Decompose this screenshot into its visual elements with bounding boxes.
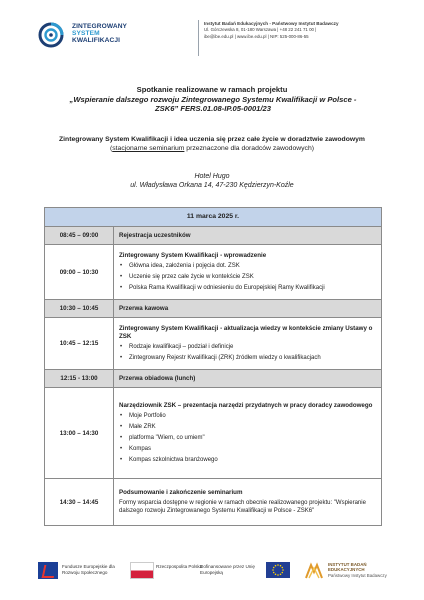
agenda-title: Zintegrowany System Kwalifikacji - wprowadzenie [119,251,267,259]
institution-info [204,21,404,40]
agenda-bullet: • platforma "Wiem, co umiem" [119,435,376,442]
venue-address: ul. Władysława Orkana 14, 47-230 Kędzierzyn-Koźle [130,182,294,189]
agenda-bullet: • Rodzaje kwalifikacji – podział i definicje [119,344,376,351]
logo-line-1: ZINTEGROWANY [72,23,128,30]
title-line-1: Spotkanie realizowane w ramach projektu [136,85,288,94]
seminar-topic: Zintegrowany System Kwalifikacji i idea uczenia się przez całe życie w doradztwie zawodowym [59,136,365,143]
agenda-title: Podsumowanie i zakończenie seminarium [119,488,243,496]
agenda-time: 12:15 - 13:00 [45,370,114,387]
agenda-row-lunch [45,370,381,388]
rp-text: Rzeczpospolita Polska [156,564,203,569]
agenda-bullet: • Polska Rama Kwalifikacji w odniesieniu do Europejskiej Ramy Kwalifikacji [119,285,376,292]
header-divider [198,20,199,56]
agenda-time: 10:30 – 10:45 [45,300,114,317]
agenda-time: 14:30 – 14:45 [45,479,114,525]
agenda-bullet: • Główna idea, założenia i pojęcia dot. ZSK [119,263,376,270]
ibe-subtext: Państwowy Instytut Badawczy [328,572,387,578]
seminar-type-underlined: stacjonarne seminarium [112,145,185,152]
agenda-row-update [45,318,381,370]
agenda-bullet: • Małe ZRK [119,424,376,431]
seminar-type-rest: przeznaczone dla doradców zawodowych) [184,145,314,152]
agenda-bullet: • Zintegrowany Rejestr Kwalifikacji (ZRK) źródłem wiedzy o kwalifikacjach [119,355,376,362]
agenda-row-summary [45,479,381,525]
eu-flag-icon [266,562,290,578]
agenda-row-registration [45,227,381,245]
logo-line-3: KWALIFIKACJI [72,37,121,45]
institution-contacts: ibe@ibe.edu.pl | www.ibe.edu.pl | NIP: 525-000-86-55 [204,33,309,39]
agenda-title: Zintegrowany System Kwalifikacji - aktualizacja wiedzy w kontekście zmiany Ustawy o ZSK [119,324,373,340]
agenda-bullet: • Kompas [119,446,376,453]
agenda-bullet: • Kompas szkolnictwa branżowego [119,457,376,464]
agenda-bullet: • Moje Portfolio [119,413,376,420]
poland-flag-icon [130,562,154,579]
agenda-row-intro [45,245,381,300]
agenda-date: 11 marca 2025 r. [45,208,381,227]
agenda-title: Przerwa kawowa [119,304,169,312]
fe-flag-icon [38,562,58,579]
agenda-time: 09:00 – 10:30 [45,245,114,299]
venue-name: Hotel Hugo [194,173,230,180]
ibe-text: INSTYTUT BADAŃ EDUKACYJNYCH [328,562,367,573]
agenda-row-coffee-break [45,300,381,318]
zsk-emblem-icon [38,22,68,48]
agenda-title: Przerwa obiadowa (lunch) [119,374,196,382]
agenda-table [44,207,382,526]
agenda-title: Narzędziownik ZSK – prezentacja narzędzi przydatnych w pracy doradcy zawodowego [119,401,373,409]
title-line-2: „Wspieranie dalszego rozwoju Zintegrowanego Systemu Kwalifikacji w Polsce - ZSK6” FERS.01.08-IP.05-0001/23 [69,95,357,113]
zsk-logo [38,22,148,52]
seminar-type [0,145,424,152]
logo-line-2: SYSTEM [72,30,100,38]
agenda-paragraph: Formy wsparcia dostępne w regionie w ramach obecnie realizowanego projektu: "Wspieranie dalszego rozwoju Zintegrowanego Systemu Kwalifikacji w Polsce - ZSK6" [119,500,366,514]
agenda-bullet: • Uczenie się przez całe życie w kontekście ZSK [119,274,376,281]
agenda-title: Rejestracja uczestników [119,231,191,239]
agenda-row-toolkit [45,388,381,479]
eu-text: Dofinansowane przez Unię Europejską [200,564,255,575]
agenda-time: 08:45 – 09:00 [45,227,114,244]
agenda-time: 13:00 – 14:30 [45,388,114,478]
agenda-time: 10:45 – 12:15 [45,318,114,369]
fe-text: Fundusze Europejskie dla Rozwoju Społecznego [62,564,115,575]
funding-logos [0,556,424,586]
institution-address: Ul. Górczewska 8, 01-180 Warszawa | +48 22 241 71 00 | [204,27,317,33]
seminar-type-open: ( [109,145,113,152]
institution-name: Instytut Badań Edukacyjnych - Państwowy Instytut Badawczy [204,21,339,26]
ibe-emblem-icon [304,562,324,580]
